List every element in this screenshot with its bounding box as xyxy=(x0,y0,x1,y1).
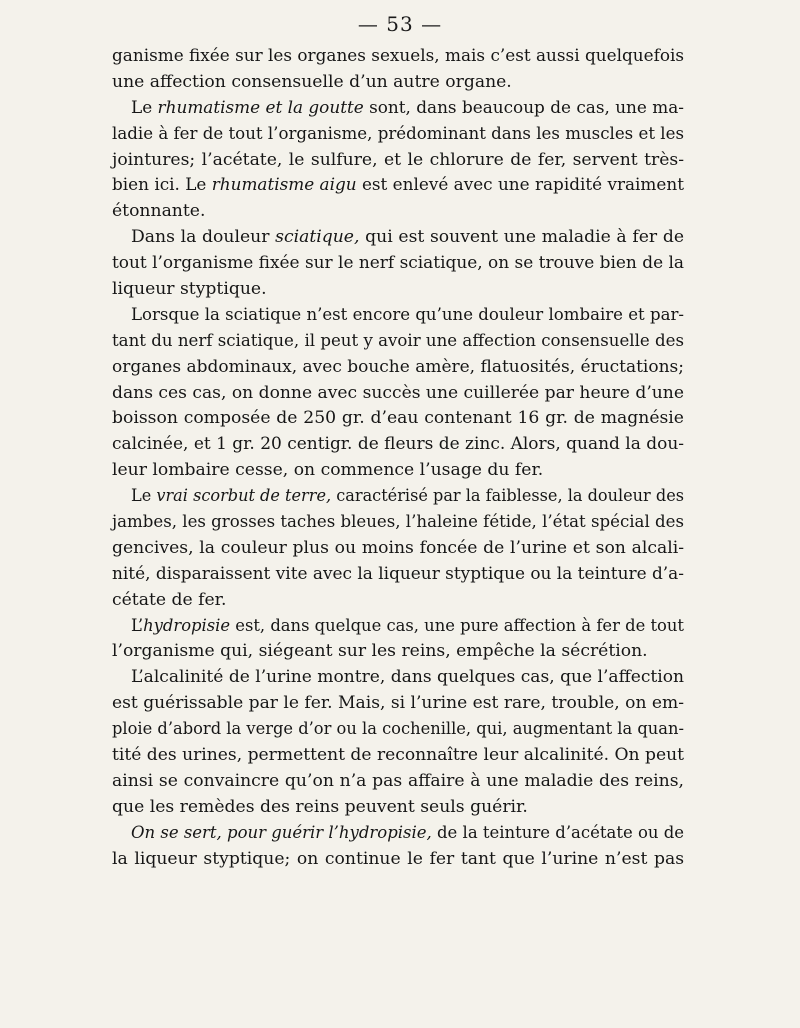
text-segment: liqueur styptique. xyxy=(112,279,267,300)
text-line xyxy=(112,173,684,199)
text-segment: sont, dans beaucoup de cas, une ma- xyxy=(363,97,684,118)
text-segment: Lorsque la sciatique n’est encore qu’une douleur lombaire et par- xyxy=(131,304,684,325)
text-segment: jambes, les grosses taches bleues, l’haleine fétide, l’état spécial des xyxy=(112,512,684,533)
text-segment: bien ici. Le xyxy=(112,175,212,196)
text-segment: calcinée, et 1 gr. 20 centigr. de fleurs de zinc. Alors, quand la dou- xyxy=(112,434,684,455)
text-line xyxy=(112,70,684,96)
text-line xyxy=(112,96,684,122)
text-segment: L’ xyxy=(131,615,144,636)
text-segment: la liqueur styptique; on continue le fer tant que l’urine n’est pas xyxy=(112,848,685,869)
text-segment: Le xyxy=(131,97,158,118)
page-number: — 53 — xyxy=(357,12,443,36)
text-line xyxy=(112,44,684,70)
italic-text: vrai scorbut de terre, xyxy=(156,486,332,507)
text-segment: une affection consensuelle d’un autre organe. xyxy=(112,71,512,92)
text-segment: Le xyxy=(131,486,157,507)
text-segment: ladie à fer de tout l’organisme, prédominant dans les muscles et les xyxy=(112,123,685,144)
text-line xyxy=(112,717,684,743)
text-line xyxy=(112,510,684,536)
text-segment: caractérisé par la faiblesse, la douleur des xyxy=(331,486,685,507)
text-line xyxy=(112,458,684,484)
text-line xyxy=(112,199,684,225)
text-line xyxy=(112,355,684,381)
text-line xyxy=(112,795,684,821)
text-line xyxy=(112,277,684,303)
italic-text: rhumatisme aigu xyxy=(211,175,357,196)
text-segment: organes abdominaux, avec bouche amère, flatuosités, éructations; xyxy=(112,356,684,377)
text-line xyxy=(112,536,684,562)
text-line xyxy=(112,225,684,251)
text-segment: que les remèdes des reins peuvent seuls guérir. xyxy=(112,796,528,817)
text-segment: ploie d’abord la verge d’or ou la cochenille, qui, augmentant la quan- xyxy=(112,719,684,740)
text-line xyxy=(112,381,684,407)
text-segment: cétate de fer. xyxy=(112,589,227,610)
text-line xyxy=(112,588,684,614)
text-line xyxy=(112,821,684,847)
text-line xyxy=(112,562,684,588)
text-segment: l’organisme qui, siégeant sur les reins, empêche la sécrétion. xyxy=(112,641,648,662)
text-segment: boisson composée de 250 gr. d’eau contenant 16 gr. de magnésie xyxy=(112,408,684,429)
text-segment: est enlevé avec une rapidité vraiment xyxy=(356,175,684,196)
text-line xyxy=(112,303,684,329)
text-segment: ganisme fixée sur les organes sexuels, mais c’est aussi quelquefois xyxy=(112,46,685,66)
text-segment: ainsi se convaincre qu’on n’a pas affaire à une maladie des reins, xyxy=(112,770,685,791)
text-segment: leur lombaire cesse, on commence l’usage du fer. xyxy=(112,460,544,481)
text-segment: tant du nerf sciatique, il peut y avoir une affection consensuelle des xyxy=(112,330,685,351)
text-line xyxy=(112,691,684,717)
text-segment: Dans la douleur xyxy=(131,227,276,248)
text-line xyxy=(112,743,684,769)
text-segment: est guérissable par le fer. Mais, si l’urine est rare, trouble, on em- xyxy=(112,693,685,714)
text-segment: est, dans quelque cas, une pure affection à fer de tout xyxy=(230,615,684,636)
italic-text: On se sert, pour guérir l’hydropisie, xyxy=(131,822,432,843)
text-segment: qui est souvent une maladie à fer de xyxy=(359,227,684,248)
text-line xyxy=(112,769,684,795)
italic-text: sciatique, xyxy=(275,227,360,248)
text-segment: gencives, la couleur plus ou moins foncée de l’urine et son alcali- xyxy=(112,537,685,558)
text-line xyxy=(112,251,684,277)
italic-text: rhumatisme et la goutte xyxy=(157,97,364,118)
text-line xyxy=(112,847,684,873)
text-line xyxy=(112,614,684,640)
text-segment: nité, disparaissent vite avec la liqueur styptique ou la teinture d’a- xyxy=(112,563,684,584)
body-text xyxy=(112,44,684,873)
text-segment: jointures; l’acétate, le sulfure, et le chlorure de fer, servent très- xyxy=(112,149,685,170)
text-line xyxy=(112,639,684,665)
text-segment: L’alcalinité de l’urine montre, dans quelques cas, que l’affection xyxy=(131,667,685,688)
text-segment: de la teinture d’acétate ou de xyxy=(431,822,685,843)
text-line xyxy=(112,484,684,510)
text-line xyxy=(112,329,684,355)
text-line xyxy=(112,665,684,691)
text-segment: tout l’organisme fixée sur le nerf sciatique, on se trouve bien de la xyxy=(112,253,685,274)
italic-text: hydropisie xyxy=(143,615,231,636)
text-segment: dans ces cas, on donne avec succès une cuillerée par heure d’une xyxy=(112,382,684,403)
text-line xyxy=(112,122,684,148)
text-line xyxy=(112,432,684,458)
text-line xyxy=(112,148,684,174)
text-segment: étonnante. xyxy=(112,201,206,222)
text-line xyxy=(112,406,684,432)
text-segment: tité des urines, permettent de reconnaître leur alcalinité. On peut xyxy=(112,745,685,766)
